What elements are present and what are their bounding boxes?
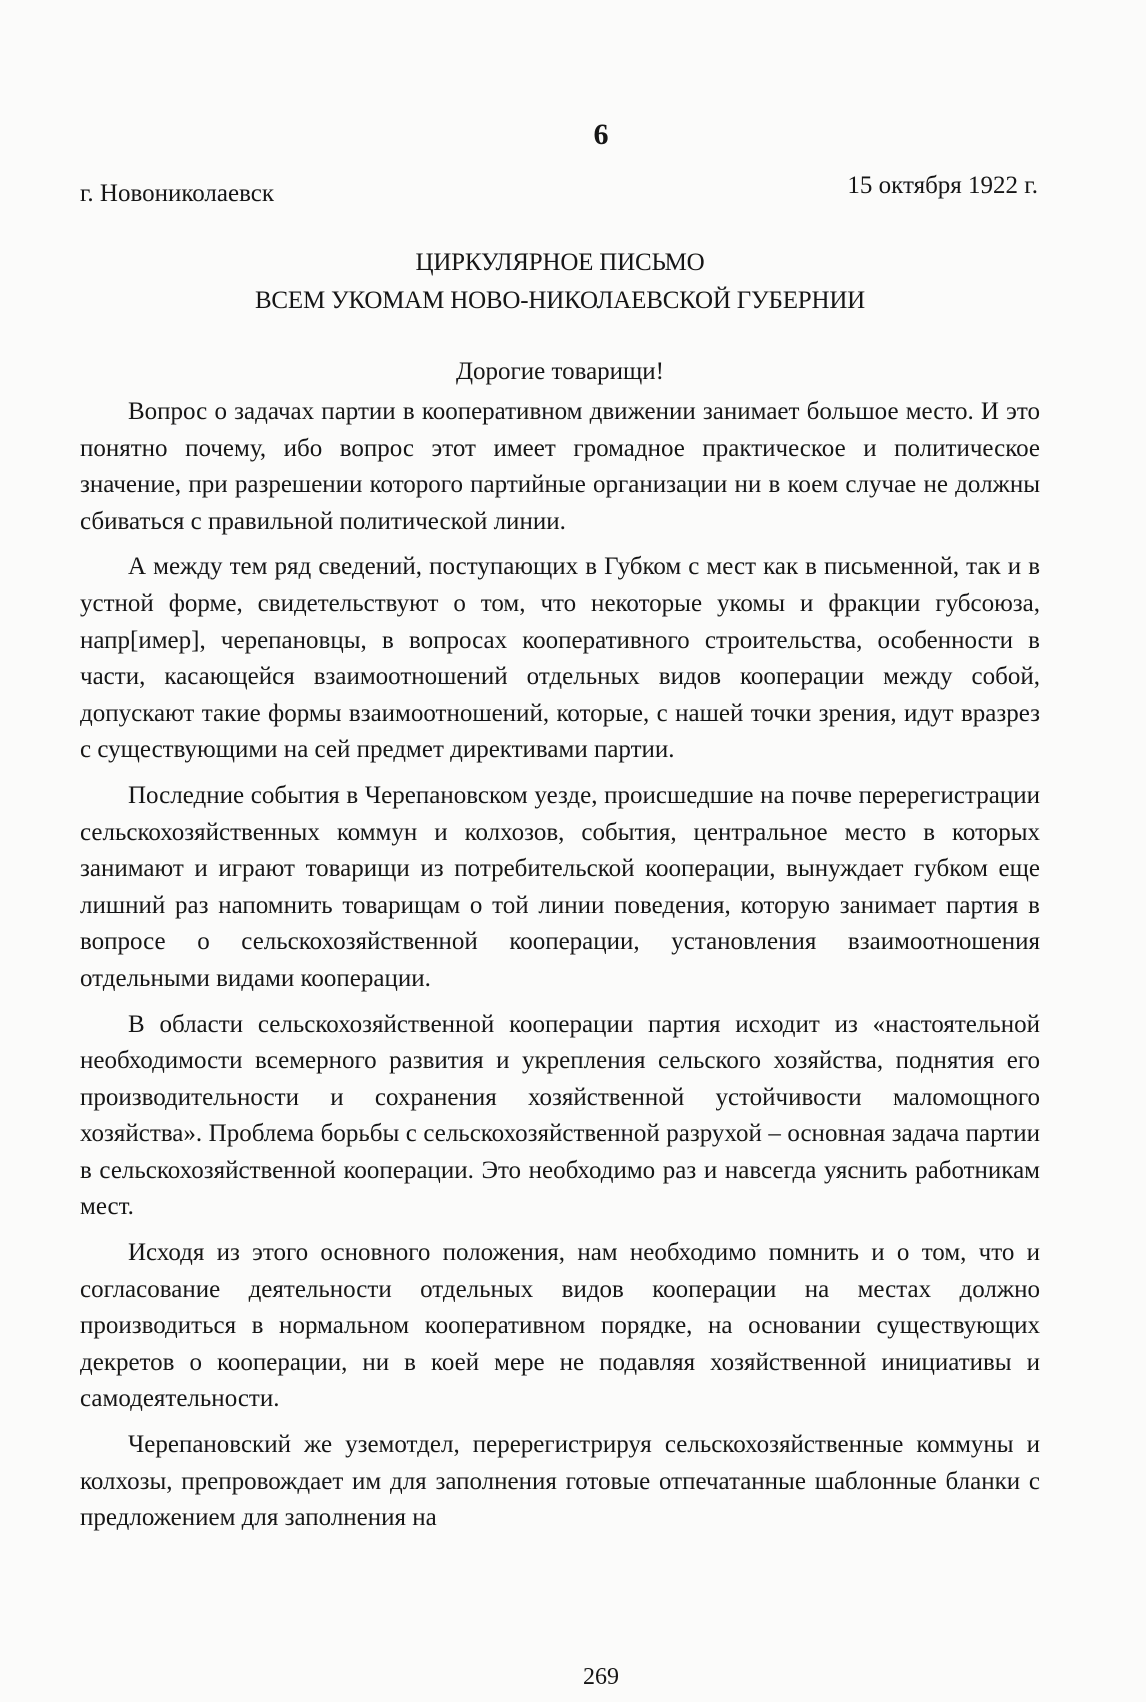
paragraph-2: А между тем ряд сведений, поступающих в Губком с мест как в письменной, так и в устной форме, свидетельствуют о том, что некоторые укомы и фракции губсоюза, напр[имер], черепановцы, в вопросах кооперативного строительства, особенности в части, касающейся взаимоотношений отдельных видов кооперации между собой, допускают такие формы взаимоотношений, которые, с нашей точки зрения, идут вразрез с существующими на сей предмет директивами партии.	[80, 553, 1040, 764]
document-title	[80, 244, 1040, 320]
title-line-2: ВСЕМ УКОМАМ НОВО-НИКОЛАЕВСКОЙ ГУБЕРНИИ	[254, 287, 866, 314]
paragraph-5: Исходя из этого основного положения, нам необходимо помнить и о том, что и согласование деятельности отдельных видов кооперации на местах должно производиться в нормальном кооперативном порядке, на основании существующих декретов о кооперации, ни в коей мере не подавляя хозяйственной инициативы и самодеятельности.	[80, 1239, 1040, 1413]
document-place: г. Новониколаевск	[80, 180, 274, 207]
paragraph-6: Черепановский же уземотдел, перерегистрируя сельскохозяйственные коммуны и колхозы, препровождает им для заполнения готовые отпечатанные шаблонные бланки с предложением для заполнения на	[80, 1431, 1040, 1532]
salutation: Дорогие товарищи!	[455, 358, 665, 385]
letter-body	[80, 394, 1040, 1546]
title-line-1: ЦИРКУЛЯРНОЕ ПИСЬМО	[415, 249, 705, 276]
paragraph-4: В области сельскохозяйственной кооперации партия исходит из «настоятельной необходимости всемерного развития и укрепления сельского хозяйства, поднятия его производительности и сохранения хозяйственной устойчивости маломощного хозяйства». Проблема борьбы с сельскохозяйственной разрухой – основная задача партии в сельскохозяйственной кооперации. Это необходимо раз и навсегда уяснить работникам мест.	[80, 1010, 1040, 1221]
page-number: 269	[583, 1664, 619, 1690]
paragraph-1: Вопрос о задачах партии в кооперативном движении занимает большое место. И это понятно почему, ибо вопрос этот имеет громадное практическое и политическое значение, при разрешении которого партийные организации ни в коем случае не должны сбиваться с правильной политической линии.	[80, 398, 1040, 535]
paragraph-3: Последние события в Черепановском уезде, происшедшие на почве перерегистрации сельскохозяйственных коммун и колхозов, события, центральное место в которых занимают и играют товарищи из потребительской кооперации, вынуждает губком еще лишний раз напомнить товарищам о той линии поведения, которую занимает партия в вопросе о сельскохозяйственной кооперации, установления взаимоотношения отдельными видами кооперации.	[80, 781, 1040, 992]
document-date: 15 октября 1922 г.	[847, 172, 1038, 199]
document-number: 6	[593, 118, 609, 151]
